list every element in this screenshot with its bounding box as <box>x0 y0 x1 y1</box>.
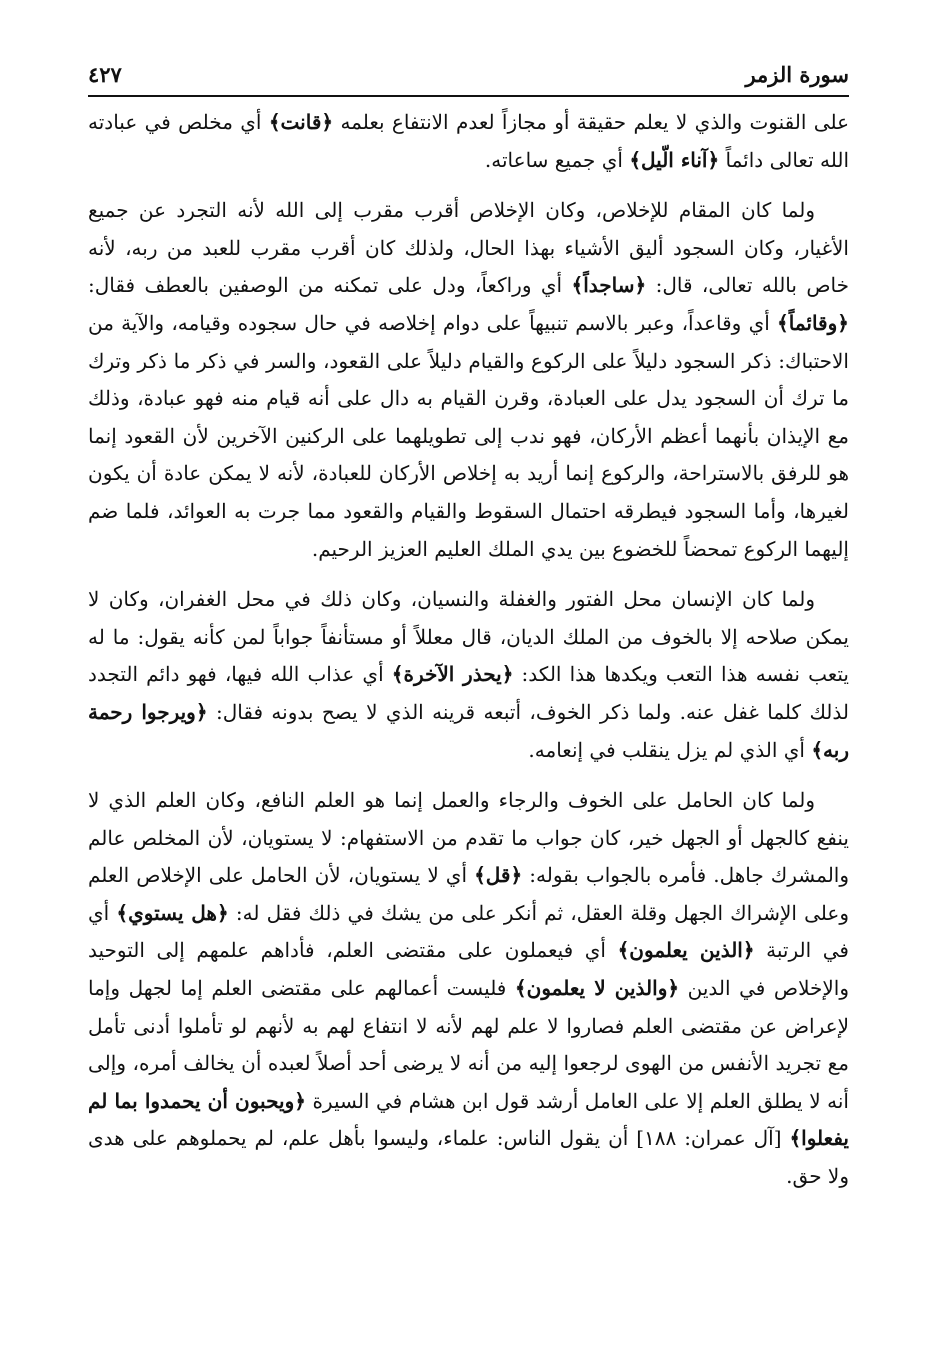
page-header <box>88 58 849 92</box>
quran-quote: ﴿هل يستوي﴾ <box>116 900 229 925</box>
surah-title: سورة الزمر <box>745 62 849 87</box>
quran-quote: ﴿آناء الّيل﴾ <box>629 147 720 172</box>
text-segment: فليست أعمالهم على مقتضى العلم إما لجهل وإما لإعراض عن مقتضى العلم فصاروا لا علم لهم لأنه لا انتفاع لهم به لأنهم لو تأملوا أدنى تأمل مع تجريد الأنفس من الهوى لرجعوا إليه من أنه لا يرضى أحد أصلاً لعبده أن يخالف أمره، وإلى أنه لا يطلق العلم إلا على العامل أرشد قول ابن هشام في السيرة <box>88 976 849 1113</box>
page-number: ٤٢٧ <box>88 62 122 87</box>
text-segment: ولما كان الحامل على الخوف والرجاء والعمل إنما هو العلم النافع، وكان العلم الذي لا ينفع كالجهل أو الجهل خير، كان جواب ما تقدم من الاستفهام: لا يستويان، لأن المخلص عالم والمشرك جاهل. فأمره بالجواب بقوله: <box>88 788 849 888</box>
text-segment: [آل عمران: ١٨٨] أن يقول الناس: علماء، وليسوا بأهل علم، لم يحملوهم على هدى ولا حق. <box>88 1126 849 1189</box>
text-segment: ولما كان المقام للإخلاص، وكان الإخلاص أقرب مقرب إلى الله لأنه التجرد عن جميع الأغيار، وكان السجود أليق الأشياء بهذا الحال، ولذلك كان أقرب مقرب للعبد من ربه، لأنه خاص بالله تعالى، قال: <box>88 198 849 298</box>
quran-quote: ﴿ويحبون أن يحمدوا بما لم يفعلوا﴾ <box>88 1088 849 1151</box>
paragraph-3 <box>88 581 849 769</box>
quran-quote: ﴿وقائماً﴾ <box>777 310 849 335</box>
page-body <box>88 104 849 1312</box>
text-segment: أي عذاب الله فيها، فهو دائم التجدد لذلك كلما غفل عنه. ولما ذكر الخوف، أتبعه قرينه الذي لا يصح بدونه فقال: <box>88 662 849 724</box>
text-segment: على القنوت والذي لا يعلم حقيقة أو مجازاً لعدم الانتفاع بعلمه <box>333 110 849 134</box>
text-segment: أي جميع ساعاته. <box>484 147 630 172</box>
text-segment: أي الذي لم يزل ينقلب في إنعامه. <box>528 737 812 762</box>
header-divider <box>88 95 849 97</box>
paragraph-2 <box>88 192 849 568</box>
text-segment: أي في الرتبة <box>88 900 849 963</box>
text-segment: أي وراكعاً، ودل على تمكنه من الوصفين بالعطف فقال: <box>88 273 572 298</box>
text-segment: أي فيعملون على مقتضى العلم، فأداهم علمهم إلى التوحيد والإخلاص في الدين <box>88 938 849 1001</box>
quran-quote: ﴿ويرجوا رحمة ربه﴾ <box>88 699 849 762</box>
quran-quote: ﴿قل﴾ <box>474 863 523 888</box>
quran-quote: ﴿يحذر الآخرة﴾ <box>391 662 514 687</box>
text-segment: ولما كان الإنسان محل الفتور والغفلة والنسيان، وكان ذلك في محل الغفران، وكان لا يمكن صلاحه إلا بالخوف من الملك الديان، قال معللاً أو مستأنفاً جواباً لمن كأنه يقول: ما له يتعب نفسه هذا التعب ويكدها هذا الكد: <box>88 587 849 687</box>
paragraph-4 <box>88 782 849 1196</box>
paragraph-1 <box>88 104 849 179</box>
text-segment: أي مخلص في عبادته الله تعالى دائماً <box>88 110 849 172</box>
text-segment: أي لا يستويان، لأن الحامل على الإخلاص العلم وعلى الإشراك الجهل وقلة العقل، ثم أنكر على من يشك في ذلك فقل له: <box>88 863 849 925</box>
quran-quote: ﴿ساجداً﴾ <box>571 273 647 298</box>
quran-quote: ﴿الذين يعلمون﴾ <box>617 938 755 963</box>
quran-quote: ﴿والذين لا يعلمون﴾ <box>514 976 680 1001</box>
text-segment: أي وقاعداً، وعبر بالاسم تنبيهاً على دوام إخلاصه في حال سجوده وقيامه، والآية من الاحتباك: ذكر السجود دليلاً على الركوع والقيام دليلاً على القعود، والسر في ذكر ما ذكر وترك ما ترك أن السجود يدل على العبادة، وقرن القيام به دال على أنه قيام منه فهو عبادة، وذلك مع الإيذان بأنهما أعظم الأركان، فهو ندب إلى تطويلهما على الركنين الآخرين لأن القعود إنما هو للرفق بالاستراحة، والركوع إنما أريد به إخلاص الأركان للعبادة، لأنه لا يمكن عادة أن يكون لغيرها، وأما السجود فيطرقه احتمال السقوط والقيام والقعود مما جرت به العوائد، فلما ضم إليهما الركوع تمحضاً للخضوع بين يدي الملك العليم العزيز الرحيم. <box>88 310 849 561</box>
quran-quote: ﴿قانت﴾ <box>268 110 334 134</box>
